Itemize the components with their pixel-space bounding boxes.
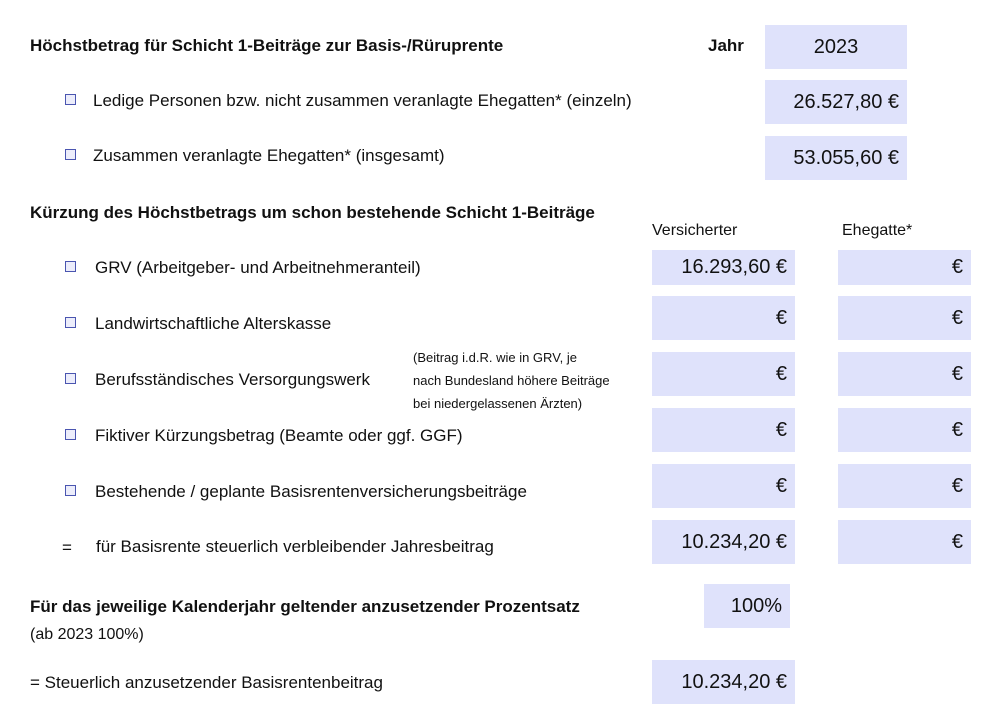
notional-reduction-insured-field[interactable]: € xyxy=(652,408,795,452)
farmers-pension-insured-field[interactable]: € xyxy=(652,296,795,340)
percentage-note: (ab 2023 100%) xyxy=(30,626,144,643)
checkbox-professional-pension[interactable] xyxy=(65,373,76,384)
result-equals-sign: = xyxy=(62,538,72,557)
grv-label: GRV (Arbeitgeber- und Arbeitnehmeranteil) xyxy=(95,258,421,277)
notional-reduction-spouse-field[interactable]: € xyxy=(838,408,971,452)
checkbox-single[interactable] xyxy=(65,94,76,105)
farmers-pension-label: Landwirtschaftliche Alterskasse xyxy=(95,314,332,333)
grv-insured-field[interactable]: 16.293,60 € xyxy=(652,250,795,285)
professional-pension-label: Berufsständisches Versorgungswerk xyxy=(95,370,370,389)
farmers-pension-spouse-field[interactable]: € xyxy=(838,296,971,340)
basic-pension-contributions-spouse-field[interactable]: € xyxy=(838,464,971,508)
year-label: Jahr xyxy=(708,36,744,55)
checkbox-joint[interactable] xyxy=(65,149,76,160)
professional-pension-note-line-2: nach Bundesland höhere Beiträge xyxy=(413,373,610,388)
professional-pension-note-line-3: bei niedergelassenen Ärzten) xyxy=(413,396,583,411)
result-spouse-field[interactable]: € xyxy=(838,520,971,564)
single-amount-field[interactable]: 26.527,80 € xyxy=(765,80,907,124)
final-amount-field[interactable]: 10.234,20 € xyxy=(652,660,795,704)
year-field[interactable]: 2023 xyxy=(765,25,907,69)
section-title-maximum: Höchstbetrag für Schicht 1-Beiträge zur Basis-/Rüruprente xyxy=(30,36,504,55)
checkbox-basic-pension-contributions[interactable] xyxy=(65,485,76,496)
joint-amount-field[interactable]: 53.055,60 € xyxy=(765,136,907,180)
professional-pension-insured-field[interactable]: € xyxy=(652,352,795,396)
checkbox-farmers-pension[interactable] xyxy=(65,317,76,328)
professional-pension-spouse-field[interactable]: € xyxy=(838,352,971,396)
single-label: Ledige Personen bzw. nicht zusammen veranlagte Ehegatten* (einzeln) xyxy=(93,91,632,110)
result-label: für Basisrente steuerlich verbleibender Jahresbeitrag xyxy=(96,537,494,556)
checkbox-notional-reduction[interactable] xyxy=(65,429,76,440)
basic-pension-contributions-label: Bestehende / geplante Basisrentenversicherungsbeiträge xyxy=(95,482,527,501)
checkbox-grv[interactable] xyxy=(65,261,76,272)
grv-spouse-field[interactable]: € xyxy=(838,250,971,285)
notional-reduction-label: Fiktiver Kürzungsbetrag (Beamte oder ggf. GGF) xyxy=(95,426,463,445)
professional-pension-note-line-1: (Beitrag i.d.R. wie in GRV, je xyxy=(413,350,578,365)
percentage-label: Für das jeweilige Kalenderjahr geltender anzusetzender Prozentsatz xyxy=(30,597,580,616)
result-insured-field[interactable]: 10.234,20 € xyxy=(652,520,795,564)
column-header-spouse: Ehegatte* xyxy=(842,222,913,239)
column-header-insured: Versicherter xyxy=(652,222,738,239)
basic-pension-contributions-insured-field[interactable]: € xyxy=(652,464,795,508)
joint-label: Zusammen veranlagte Ehegatten* (insgesamt) xyxy=(93,146,445,165)
percentage-field[interactable]: 100% xyxy=(704,584,790,628)
final-label: = Steuerlich anzusetzender Basisrentenbeitrag xyxy=(30,673,383,692)
section-title-reduction: Kürzung des Höchstbetrags um schon bestehende Schicht 1-Beiträge xyxy=(30,203,595,222)
